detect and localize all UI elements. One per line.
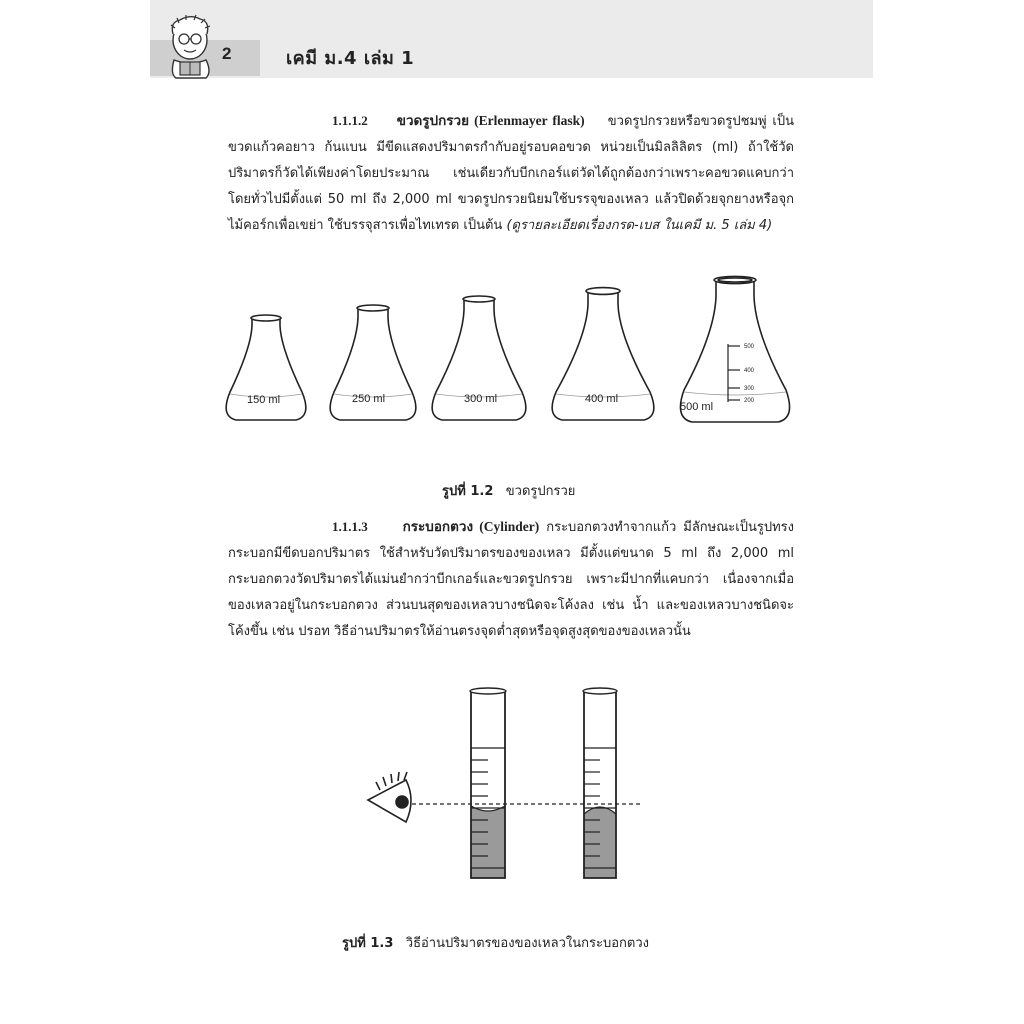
flask-label-400: 400 ml [585, 393, 619, 405]
figure-1-3-text: วิธีอ่านปริมาตรของของเหลวในกระบอกตวง [405, 936, 649, 951]
book-title: เคมี ม.4 เล่ม 1 [286, 48, 415, 69]
section-title: กระบอกตวง (Cylinder) [402, 519, 540, 534]
section-cylinder-paragraph [228, 514, 794, 645]
graduation-400: 400 [744, 368, 755, 374]
flask-label-500: 500 ml [680, 401, 714, 413]
section-erlenmeyer-paragraph [228, 108, 794, 239]
section-number: 1.1.1.2 [332, 113, 368, 128]
section-body: ขวดรูปกรวยหรือขวดรูปชมพู่ เป็นขวดแก้วคอยาว ก้นแบน มีขีดแสดงปริมาตรกำกับอยู่รอบคอขวด หน่วยเป็นมิลลิลิตร (ml) ถ้าใช้วัดปริมาตรก็วัดได้เพียงค่าโดยประมาณ เช่นเดียวกับบีกเกอร์แต่วัดได้ถูกต้องกว่าเพราะคอขวดแคบกว่า โดยทั่วไปมีตั้งแต่ 50 ml ถึง 2,000 ml ขวดรูปกรวยนิยมใช้บรรจุของเหลว แล้วปิดด้วยจุกยางหรือจุกไม้คอร์กเพื่อเขย่า ใช้บรรจุสารเพื่อไทเทรต เป็นต้น [228, 114, 794, 233]
section-number: 1.1.1.3 [332, 519, 368, 534]
cylinder-left [470, 688, 506, 878]
figure-1-3-caption [342, 932, 649, 953]
figure-1-2-label: รูปที่ 1.2 [442, 484, 494, 499]
graduation-200: 200 [744, 398, 755, 404]
cylinder-right [583, 688, 617, 878]
reading-character-icon [160, 14, 222, 80]
flask-label-250: 250 ml [352, 393, 386, 405]
section-note: (ดูรายละเอียดเรื่องกรด-เบส ในเคมี ม. 5 เล่ม 4) [506, 218, 773, 233]
figure-1-3-label: รูปที่ 1.3 [342, 936, 394, 951]
eye-icon [368, 772, 411, 822]
section-title: ขวดรูปกรวย (Erlenmayer flask) [396, 113, 585, 128]
flask-label-300: 300 ml [464, 393, 498, 405]
graduation-300: 300 [744, 386, 755, 392]
page-number: 2 [222, 44, 232, 63]
graduation-500: 500 [744, 344, 755, 350]
section-body: กระบอกตวงทำจากแก้ว มีลักษณะเป็นรูปทรงกระบอกมีขีดบอกปริมาตร ใช้สำหรับวัดปริมาตรของของเหลว มีตั้งแต่ขนาด 5 ml ถึง 2,000 ml กระบอกตวงวัดปริมาตรได้แม่นยำกว่าบีกเกอร์และขวดรูปกรวย เพราะมีปากที่แคบกว่า เนื่องจากเมื่อของเหลวอยู่ในกระบอกตวง ส่วนบนสุดของเหลวบางชนิดจะโค้งลง เช่น น้ำ และของเหลวบางชนิดจะโค้งขึ้น เช่น ปรอท วิธีอ่านปริมาตรให้อ่านตรงจุดต่ำสุดหรือจุดสูงสุดของของเหลวนั้น [228, 520, 794, 639]
figure-1-2-text: ขวดรูปกรวย [505, 484, 576, 499]
figure-1-2-caption [442, 480, 575, 501]
flask-label-150: 150 ml [247, 394, 281, 406]
cylinder-reading-figure [360, 682, 660, 882]
erlenmeyer-flasks-figure [210, 272, 810, 442]
